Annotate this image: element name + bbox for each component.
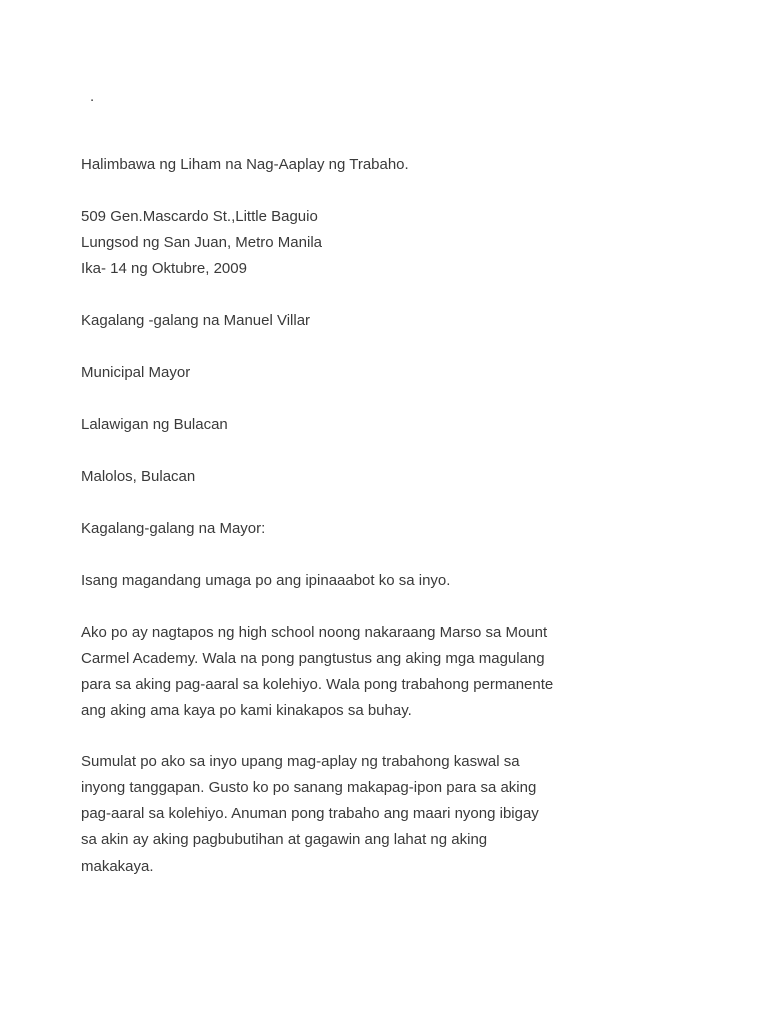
salutation: Kagalang-galang na Mayor:: [81, 520, 266, 537]
paragraph-1-line: Carmel Academy. Wala na pong pangtustus ang aking mga magulang: [81, 650, 545, 667]
recipient-city: Malolos, Bulacan: [81, 468, 196, 485]
paragraph-1-line: ang aking ama kaya po kami kinakapos sa buhay.: [81, 702, 412, 719]
letter-title: Halimbawa ng Liham na Nag-Aaplay ng Trabaho.: [81, 156, 409, 173]
leading-dot: .: [90, 88, 95, 105]
paragraph-2-line: Sumulat po ako sa inyo upang mag-aplay ng trabahong kaswal sa: [81, 753, 520, 770]
letter-date: Ika- 14 ng Oktubre, 2009: [81, 260, 247, 277]
recipient-province: Lalawigan ng Bulacan: [81, 416, 228, 433]
paragraph-2-line: pag-aaral sa kolehiyo. Anuman pong trabaho ang maari nyong ibigay: [81, 805, 539, 822]
paragraph-2-line: makakaya.: [81, 858, 154, 875]
paragraph-1-line: Ako po ay nagtapos ng high school noong nakaraang Marso sa Mount: [81, 624, 548, 641]
paragraph-1-line: para sa aking pag-aaral sa kolehiyo. Wala pong trabahong permanente: [81, 676, 554, 693]
sender-address-line-2: Lungsod ng San Juan, Metro Manila: [81, 234, 322, 251]
paragraph-2-line: inyong tanggapan. Gusto ko po sanang makapag-ipon para sa aking: [81, 779, 537, 796]
recipient-name: Kagalang -galang na Manuel Villar: [81, 312, 311, 329]
greeting: Isang magandang umaga po ang ipinaaabot ko sa inyo.: [81, 572, 451, 589]
recipient-position: Municipal Mayor: [81, 364, 191, 381]
paragraph-2-line: sa akin ay aking pagbubutihan at gagawin ang lahat ng aking: [81, 831, 488, 848]
sender-address-line-1: 509 Gen.Mascardo St.,Little Baguio: [81, 208, 318, 225]
